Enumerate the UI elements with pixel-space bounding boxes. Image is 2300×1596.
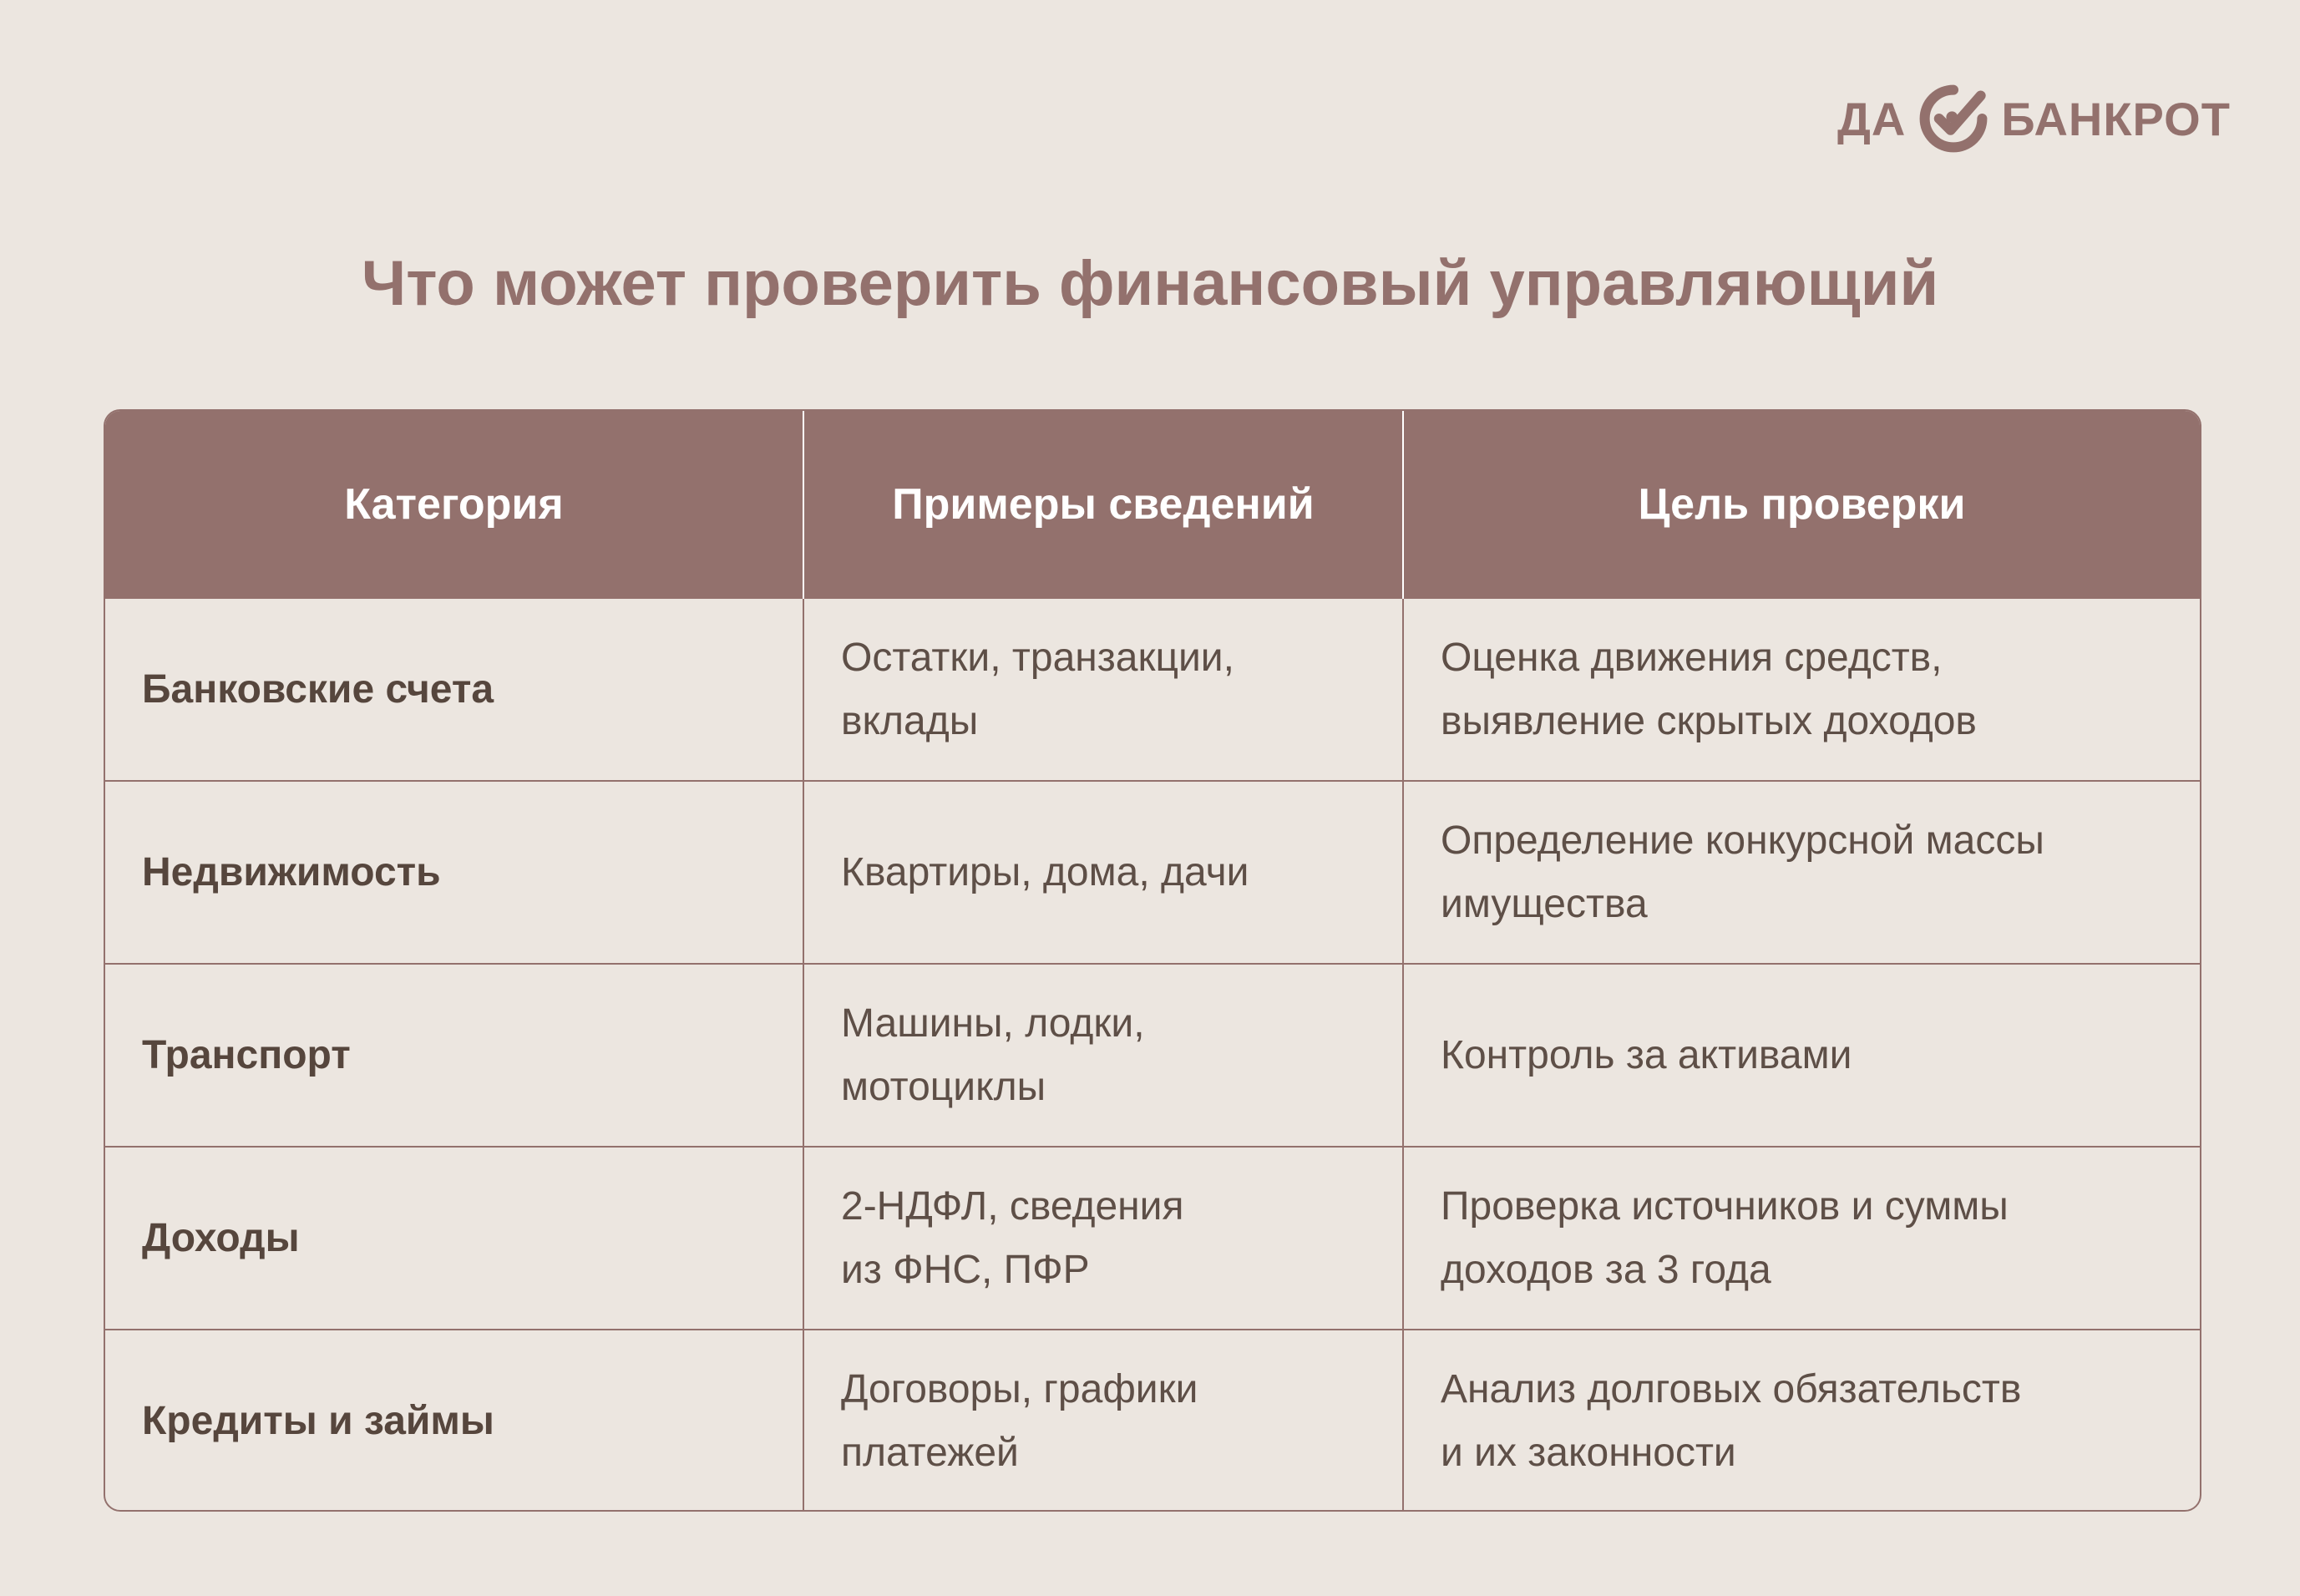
table-row bbox=[105, 781, 2200, 964]
brand-word-right: БАНКРОТ bbox=[2001, 92, 2231, 145]
info-table bbox=[105, 411, 2200, 1512]
cell-purpose bbox=[1403, 1147, 2200, 1330]
cell-text-line: из ФНС, ПФР bbox=[841, 1247, 1090, 1292]
cell-purpose bbox=[1403, 964, 2200, 1147]
table-header bbox=[105, 411, 2200, 598]
cell-text-line: Машины, лодки, bbox=[841, 1001, 1145, 1046]
cell-text-line: 2-НДФЛ, сведения bbox=[841, 1183, 1184, 1229]
cell-text-line: вклады bbox=[841, 698, 979, 743]
table-row bbox=[105, 1330, 2200, 1512]
cell-text-line: Анализ долговых обязательств bbox=[1441, 1367, 2022, 1411]
header-purpose: Цель проверки bbox=[1403, 411, 2200, 598]
cell-text-line: платежей bbox=[841, 1431, 1019, 1475]
cell-text-line: Определение конкурсной массы bbox=[1441, 818, 2044, 863]
cell-category: Банковские счета bbox=[105, 598, 803, 781]
cell-purpose bbox=[1403, 781, 2200, 964]
cell-text-line: имущества bbox=[1441, 881, 1648, 926]
info-table-container bbox=[104, 409, 2201, 1512]
table-row bbox=[105, 964, 2200, 1147]
header-category: Категория bbox=[105, 411, 803, 598]
cell-text-line: Контроль за активами bbox=[1441, 1032, 1852, 1077]
cell-text-line: Договоры, графики bbox=[841, 1367, 1198, 1411]
cell-text-line: Остатки, транзакции, bbox=[841, 635, 1234, 680]
brand-logo bbox=[1837, 80, 2231, 157]
cell-text-line: доходов за 3 года bbox=[1441, 1247, 1771, 1292]
cell-text-line: выявление скрытых доходов bbox=[1441, 698, 1977, 743]
cell-text-line: Квартиры, дома, дачи bbox=[841, 849, 1249, 894]
cell-text-line: и их законности bbox=[1441, 1431, 1736, 1475]
table-row bbox=[105, 598, 2200, 781]
cell-examples bbox=[803, 964, 1403, 1147]
cell-category: Кредиты и займы bbox=[105, 1330, 803, 1512]
cell-examples bbox=[803, 598, 1403, 781]
cell-examples bbox=[803, 1147, 1403, 1330]
brand-word-left: ДА bbox=[1837, 92, 1907, 145]
cell-text-line: мотоциклы bbox=[841, 1064, 1046, 1109]
cell-examples bbox=[803, 781, 1403, 964]
cell-text-line: Проверка источников и суммы bbox=[1441, 1183, 2009, 1229]
cell-purpose bbox=[1403, 1330, 2200, 1512]
page-title: Что может проверить финансовый управляющий bbox=[361, 248, 1939, 319]
cell-category: Доходы bbox=[105, 1147, 803, 1330]
table-row bbox=[105, 1147, 2200, 1330]
cell-category: Недвижимость bbox=[105, 781, 803, 964]
cell-purpose bbox=[1403, 598, 2200, 781]
cell-text-line: Оценка движения средств, bbox=[1441, 635, 1943, 680]
table-body bbox=[105, 598, 2200, 1512]
table-header-row bbox=[105, 411, 2200, 598]
header-examples: Примеры сведений bbox=[803, 411, 1403, 598]
cell-examples bbox=[803, 1330, 1403, 1512]
cell-category: Транспорт bbox=[105, 964, 803, 1147]
check-circle-icon bbox=[1918, 83, 1989, 155]
